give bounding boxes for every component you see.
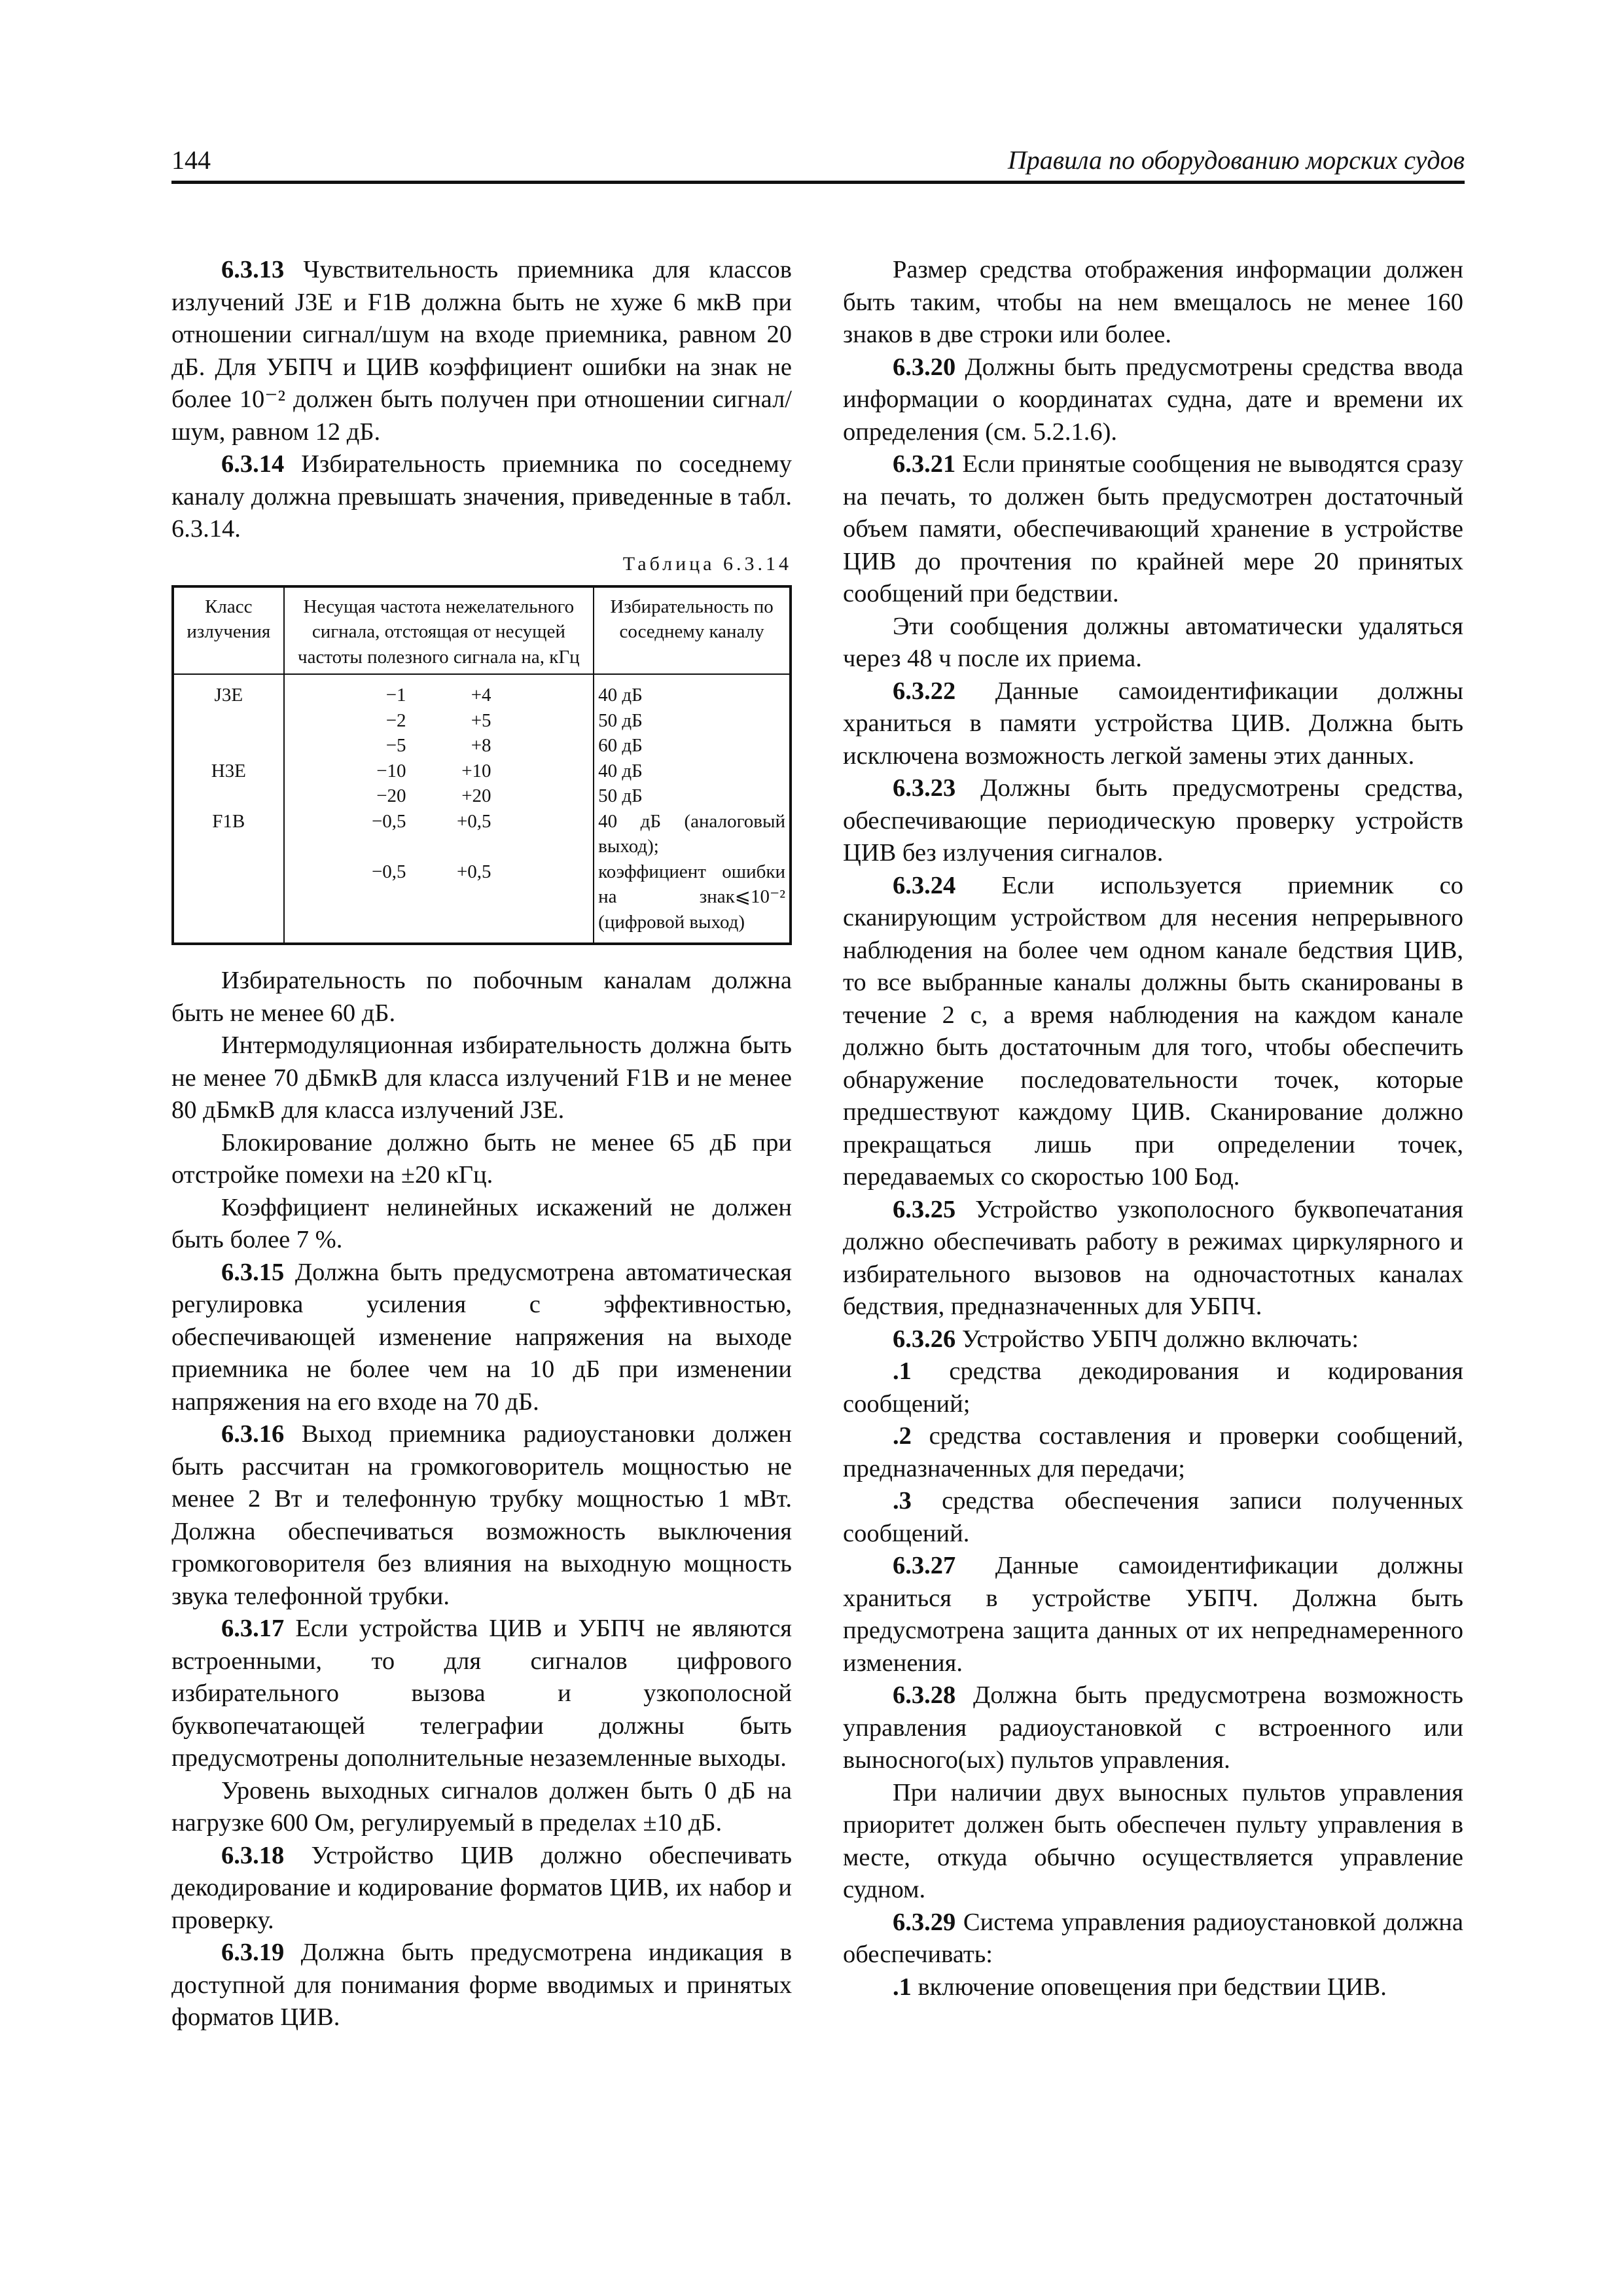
cell-selectivity: 40 дБ (аналоговый выход); xyxy=(594,809,791,859)
cell-class xyxy=(173,859,284,944)
paragraph-6-3-26 xyxy=(843,1323,1463,1356)
paragraph-text: Выход приемника радиоустановки должен быть рассчитан на громкоговоритель мощностью не менее 2 Вт и телефонную трубку мощностью 1 мВт. Должна обеспечиваться возможность выключения громкоговорителя без влияния на выходную мощность звука телефонной трубки. xyxy=(171,1420,792,1610)
paragraph-display-size: Размер средства отображения информации должен быть таким, чтобы на нем вмещалось не менее 160 знаков в две строки или более. xyxy=(843,256,1463,348)
list-item xyxy=(843,1420,1463,1485)
cell-frequency xyxy=(284,759,594,784)
table-row xyxy=(173,674,791,708)
paragraph-6-3-25 xyxy=(843,1194,1463,1323)
cell-frequency xyxy=(284,708,594,734)
cell-selectivity: 50 дБ xyxy=(594,708,791,734)
cell-selectivity: 40 дБ xyxy=(594,759,791,784)
list-item-text: средства составления и проверки сообщений, предназначенных для передачи; xyxy=(843,1422,1463,1482)
cell-class: H3E xyxy=(211,760,246,781)
page-number: 144 xyxy=(171,145,211,175)
table-row xyxy=(173,708,791,734)
paragraph-6-3-29 xyxy=(843,1907,1463,1971)
list-item xyxy=(843,1355,1463,1420)
freq-low: −0,5 xyxy=(371,861,406,882)
freq-low: −20 xyxy=(376,785,406,806)
section-number: 6.3.24 xyxy=(893,871,956,899)
cell-class xyxy=(173,733,284,759)
paragraph-text: Избирательность приемника по соседнему каналу должна превышать значения, приведенные в табл. 6.3.14. xyxy=(171,450,792,543)
paragraph-text: Данные самоидентификации должны храниться в устройстве УБПЧ. Должна быть предусмотрена защита данных от их непреднамеренного изменения. xyxy=(843,1552,1463,1677)
paragraph-text: Должна быть предусмотрена индикация в доступной для понимания форме вводимых и принятых форматов ЦИВ. xyxy=(171,1939,792,2031)
cell-class xyxy=(173,783,284,809)
cell-selectivity: 50 дБ xyxy=(594,783,791,809)
section-number: 6.3.26 xyxy=(893,1325,956,1353)
table-caption: Таблица 6.3.14 xyxy=(622,552,792,575)
paragraph-spurious-selectivity: Избирательность по побочным каналам должна быть не менее 60 дБ. xyxy=(171,967,792,1027)
paragraph-text: Устройство УБПЧ должно включать: xyxy=(955,1325,1359,1353)
paragraph-output-level: Уровень выходных сигналов должен быть 0 дБ на нагрузке 600 Ом, регулируемый в пределах ±10 дБ. xyxy=(171,1776,792,1837)
cell-frequency xyxy=(284,783,594,809)
table-header-row xyxy=(173,586,791,675)
paragraph-text: Чувствительность приемника для классов излучений J3E и F1B должна быть не хуже 6 мкВ при отношении сигнал/шум на входе приемника, равном 20 дБ. Для УБПЧ и ЦИВ коэффициент ошибки на знак не более 10⁻² должен быть получен при отношении сигнал/шум, равном 12 дБ. xyxy=(171,256,792,446)
section-number: 6.3.20 xyxy=(893,353,956,381)
list-item-text: средства обеспечения записи полученных сообщений. xyxy=(843,1487,1463,1547)
paragraph-text: Должны быть предусмотрены средства, обеспечивающие периодическую проверку устройств ЦИВ без излучения сигналов. xyxy=(843,774,1463,867)
paragraph-6-3-14 xyxy=(171,448,792,546)
paragraph-text: Устройство узкополосного буквопечатания должно обеспечивать работу в режимах циркулярного и избирательного вызовов на одночастотных каналах бедствия, предназначенных для УБПЧ. xyxy=(843,1195,1463,1320)
running-title: Правила по оборудованию морских судов xyxy=(1007,145,1465,175)
table-row xyxy=(173,859,791,944)
section-number: 6.3.13 xyxy=(221,256,285,283)
freq-high: +8 xyxy=(471,735,491,756)
paragraph-6-3-21 xyxy=(843,448,1463,611)
freq-high: +20 xyxy=(461,785,491,806)
freq-high: +10 xyxy=(461,760,491,781)
section-number: 6.3.27 xyxy=(893,1552,956,1579)
freq-high: +0,5 xyxy=(456,861,491,882)
cell-class: J3E xyxy=(214,685,243,706)
cell-selectivity: коэффициент ошибки на знак⩽10⁻² (цифровой выход) xyxy=(594,859,791,944)
list-item-text: средства декодирования и кодирования сообщений; xyxy=(843,1357,1463,1418)
paragraph-6-3-17 xyxy=(171,1613,792,1775)
paragraph-distortion: Коэффициент нелинейных искажений не должен быть более 7 %. xyxy=(171,1193,792,1253)
cell-frequency xyxy=(284,733,594,759)
paragraph-text: Система управления радиоустановкой должна обеспечивать: xyxy=(843,1908,1463,1968)
section-number: 6.3.28 xyxy=(893,1681,956,1709)
paragraph-text: Устройство ЦИВ должно обеспечивать декодирование и кодирование форматов ЦИВ, их набор и проверку. xyxy=(171,1841,792,1934)
cell-class xyxy=(173,708,284,734)
freq-high: +0,5 xyxy=(456,810,491,832)
freq-high: +5 xyxy=(471,709,491,731)
section-number: 6.3.18 xyxy=(221,1841,285,1869)
paragraph-blocking: Блокирование должно быть не менее 65 дБ при отстройке помехи на ±20 кГц. xyxy=(171,1128,792,1189)
paragraph-6-3-15 xyxy=(171,1257,792,1419)
list-number: .3 xyxy=(893,1487,912,1515)
selectivity-table xyxy=(171,585,792,946)
paragraph-text: Должна быть предусмотрена возможность управления радиоустановкой с встроенного или выносного(ых) пультов управления. xyxy=(843,1681,1463,1774)
section-number: 6.3.17 xyxy=(221,1615,285,1642)
paragraph-message-deletion: Эти сообщения должны автоматически удаляться через 48 ч после их приема. xyxy=(843,612,1463,672)
freq-low: −10 xyxy=(376,760,406,781)
freq-low: −1 xyxy=(385,685,406,706)
list-item-text: включение оповещения при бедствии ЦИВ. xyxy=(911,1973,1387,2001)
freq-low: −2 xyxy=(385,709,406,731)
freq-low: −0,5 xyxy=(371,810,406,832)
paragraph-6-3-22 xyxy=(843,675,1463,773)
right-column xyxy=(843,254,1463,2003)
list-item xyxy=(843,1485,1463,1550)
left-column xyxy=(171,254,792,2034)
section-number: 6.3.29 xyxy=(893,1908,956,1936)
cell-frequency xyxy=(284,859,594,944)
column-header-selectivity: Избирательность по соседнему каналу xyxy=(594,586,791,675)
section-number: 6.3.21 xyxy=(893,450,956,478)
column-header-class: Класс излучения xyxy=(173,586,284,675)
paragraph-6-3-20 xyxy=(843,351,1463,449)
cell-selectivity: 60 дБ xyxy=(594,733,791,759)
list-item xyxy=(843,1971,1463,2004)
table-row xyxy=(173,783,791,809)
paragraph-6-3-27 xyxy=(843,1550,1463,1679)
section-number: 6.3.14 xyxy=(221,450,285,478)
paragraph-6-3-19 xyxy=(171,1937,792,2034)
section-number: 6.3.19 xyxy=(221,1939,285,1966)
paragraph-intermodulation: Интермодуляционная избирательность должна быть не менее 70 дБмкВ для класса излучений F1B и не менее 80 дБмкВ для класса излучений J3E. xyxy=(171,1031,792,1124)
paragraph-text: Если принятые сообщения не выводятся сразу на печать, то должен быть предусмотрен достаточный объем памяти, обеспечивающий хранение в устройстве ЦИВ до прочтения по крайней мере 20 принятых сообщений при бедствии. xyxy=(843,450,1463,607)
paragraph-text: Если устройства ЦИВ и УБПЧ не являются встроенными, то для сигналов цифрового избирательного вызова и узкополосной буквопечатающей телеграфии должны быть предусмотрены дополнительные незаземленные выходы. xyxy=(171,1615,792,1772)
cell-class: F1B xyxy=(212,810,245,832)
paragraph-6-3-28 xyxy=(843,1679,1463,1777)
paragraph-6-3-13 xyxy=(171,254,792,448)
page-header xyxy=(171,137,1465,184)
section-number: 6.3.23 xyxy=(893,774,956,802)
section-number: 6.3.15 xyxy=(221,1258,285,1286)
section-number: 6.3.22 xyxy=(893,677,956,705)
paragraph-remote-panels: При наличии двух выносных пультов управления приоритет должен быть обеспечен пульту управления в месте, откуда обычно осуществляется управление судном. xyxy=(843,1778,1463,1903)
cell-frequency xyxy=(284,674,594,708)
table-row xyxy=(173,733,791,759)
paragraph-text: Должны быть предусмотрены средства ввода информации о координатах судна, дате и времени их определения (см. 5.2.1.6). xyxy=(843,353,1463,446)
section-number: 6.3.25 xyxy=(893,1195,956,1223)
paragraph-text: Данные самоидентификации должны храниться в памяти устройства ЦИВ. Должна быть исключена возможность легкой замены этих данных. xyxy=(843,677,1463,770)
paragraph-6-3-23 xyxy=(843,772,1463,870)
list-number: .2 xyxy=(893,1422,912,1450)
freq-high: +4 xyxy=(471,685,491,706)
freq-low: −5 xyxy=(385,735,406,756)
paragraph-text: Должна быть предусмотрена автоматическая регулировка усиления с эффективностью, обеспечивающей изменение напряжения на выходе приемника не более чем на 10 дБ при изменении напряжения на его входе на 70 дБ. xyxy=(171,1258,792,1416)
cell-frequency xyxy=(284,809,594,859)
section-number: 6.3.16 xyxy=(221,1420,285,1448)
table-row xyxy=(173,759,791,784)
paragraph-6-3-16 xyxy=(171,1418,792,1613)
column-header-frequency: Несущая частота нежелательного сигнала, отстоящая от несущей частоты полезного сигнала на, кГц xyxy=(284,586,594,675)
paragraph-6-3-24 xyxy=(843,870,1463,1194)
list-number: .1 xyxy=(893,1357,912,1385)
cell-selectivity: 40 дБ xyxy=(594,674,791,708)
table-row xyxy=(173,809,791,859)
list-number: .1 xyxy=(893,1973,912,2001)
paragraph-6-3-18 xyxy=(171,1840,792,1937)
paragraph-text: Если используется приемник со сканирующим устройством для несения непрерывного наблюдения на более чем одном канале бедствия ЦИВ, то все выбранные каналы должны быть сканированы в течение 2 с, а время наблюдения на каждом канале должно быть достаточным для того, чтобы обеспечить обнаружение последовательности точек, которые предшествуют каждому ЦИВ. Сканирование должно прекращаться лишь при определении точек, передаваемых со скоростью 100 Бод. xyxy=(843,871,1463,1191)
